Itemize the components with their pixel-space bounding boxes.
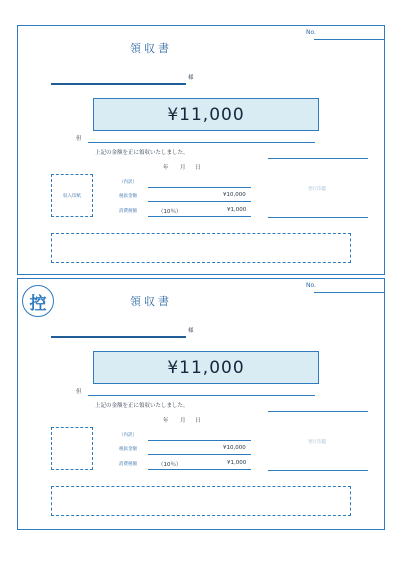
date-month: 月 [180,418,186,424]
receipt-title: 領収書 [130,42,172,55]
honorific-sama: 様 [188,75,194,81]
receipt-original [17,25,385,275]
date-day: 日 [195,165,201,171]
pre-tax-line [148,454,251,455]
breakdown-line [148,187,251,188]
date-month: 月 [180,165,186,171]
honorific-sama: 様 [188,328,194,334]
receipt-number-label: No. [306,29,316,36]
breakdown-line [148,440,251,441]
breakdown-label: （内訳） [119,433,137,438]
tadashi-line [88,395,315,396]
signature-line [268,158,368,159]
breakdown-label: （内訳） [119,180,137,185]
tax-label: 消費税額 [119,462,137,467]
statement-text: 上記の金額を正に領収いたしました。 [95,403,189,409]
statement-text: 上記の金額を正に領収いたしました。 [95,150,189,156]
issuer-line [268,217,368,218]
tax-value: ¥1,000 [227,207,247,213]
revenue-stamp-box [51,174,93,217]
receipt-copy [17,278,385,530]
pre-tax-value: ¥10,000 [223,192,246,198]
control-copy-mark: 控 [22,285,54,317]
amount-box: ¥11,000 [93,98,319,131]
pre-tax-label: 税抜金額 [119,194,137,199]
pre-tax-label: 税抜金額 [119,447,137,452]
tax-line [148,469,251,470]
receipt-number-line [314,292,384,293]
pre-tax-line [148,201,251,202]
memo-box [51,233,351,263]
tax-label: 消費税額 [119,209,137,214]
tax-rate: （10％） [158,462,182,468]
receipt-number-line [314,39,384,40]
tax-value: ¥1,000 [227,460,247,466]
signature-line [268,411,368,412]
receipt-title: 領収書 [130,295,172,308]
revenue-stamp-box [51,427,93,470]
revenue-stamp-label: 収入印紙 [63,193,81,199]
pre-tax-value: ¥10,000 [223,445,246,451]
issuer-seal-label: 発行印鑑 [308,440,326,445]
tadashi-label: 但 [76,389,82,395]
issuer-seal-label: 発行印鑑 [308,187,326,192]
recipient-name-line [51,336,186,338]
tax-line [148,216,251,217]
issuer-line [268,470,368,471]
amount-box: ¥11,000 [93,351,319,384]
tadashi-line [88,142,315,143]
tadashi-label: 但 [76,136,82,142]
date-year: 年 [163,165,169,171]
date-year: 年 [163,418,169,424]
receipt-number-label: No. [306,282,316,289]
recipient-name-line [51,83,186,85]
date-day: 日 [195,418,201,424]
tax-rate: （10％） [158,209,182,215]
memo-box [51,486,351,516]
